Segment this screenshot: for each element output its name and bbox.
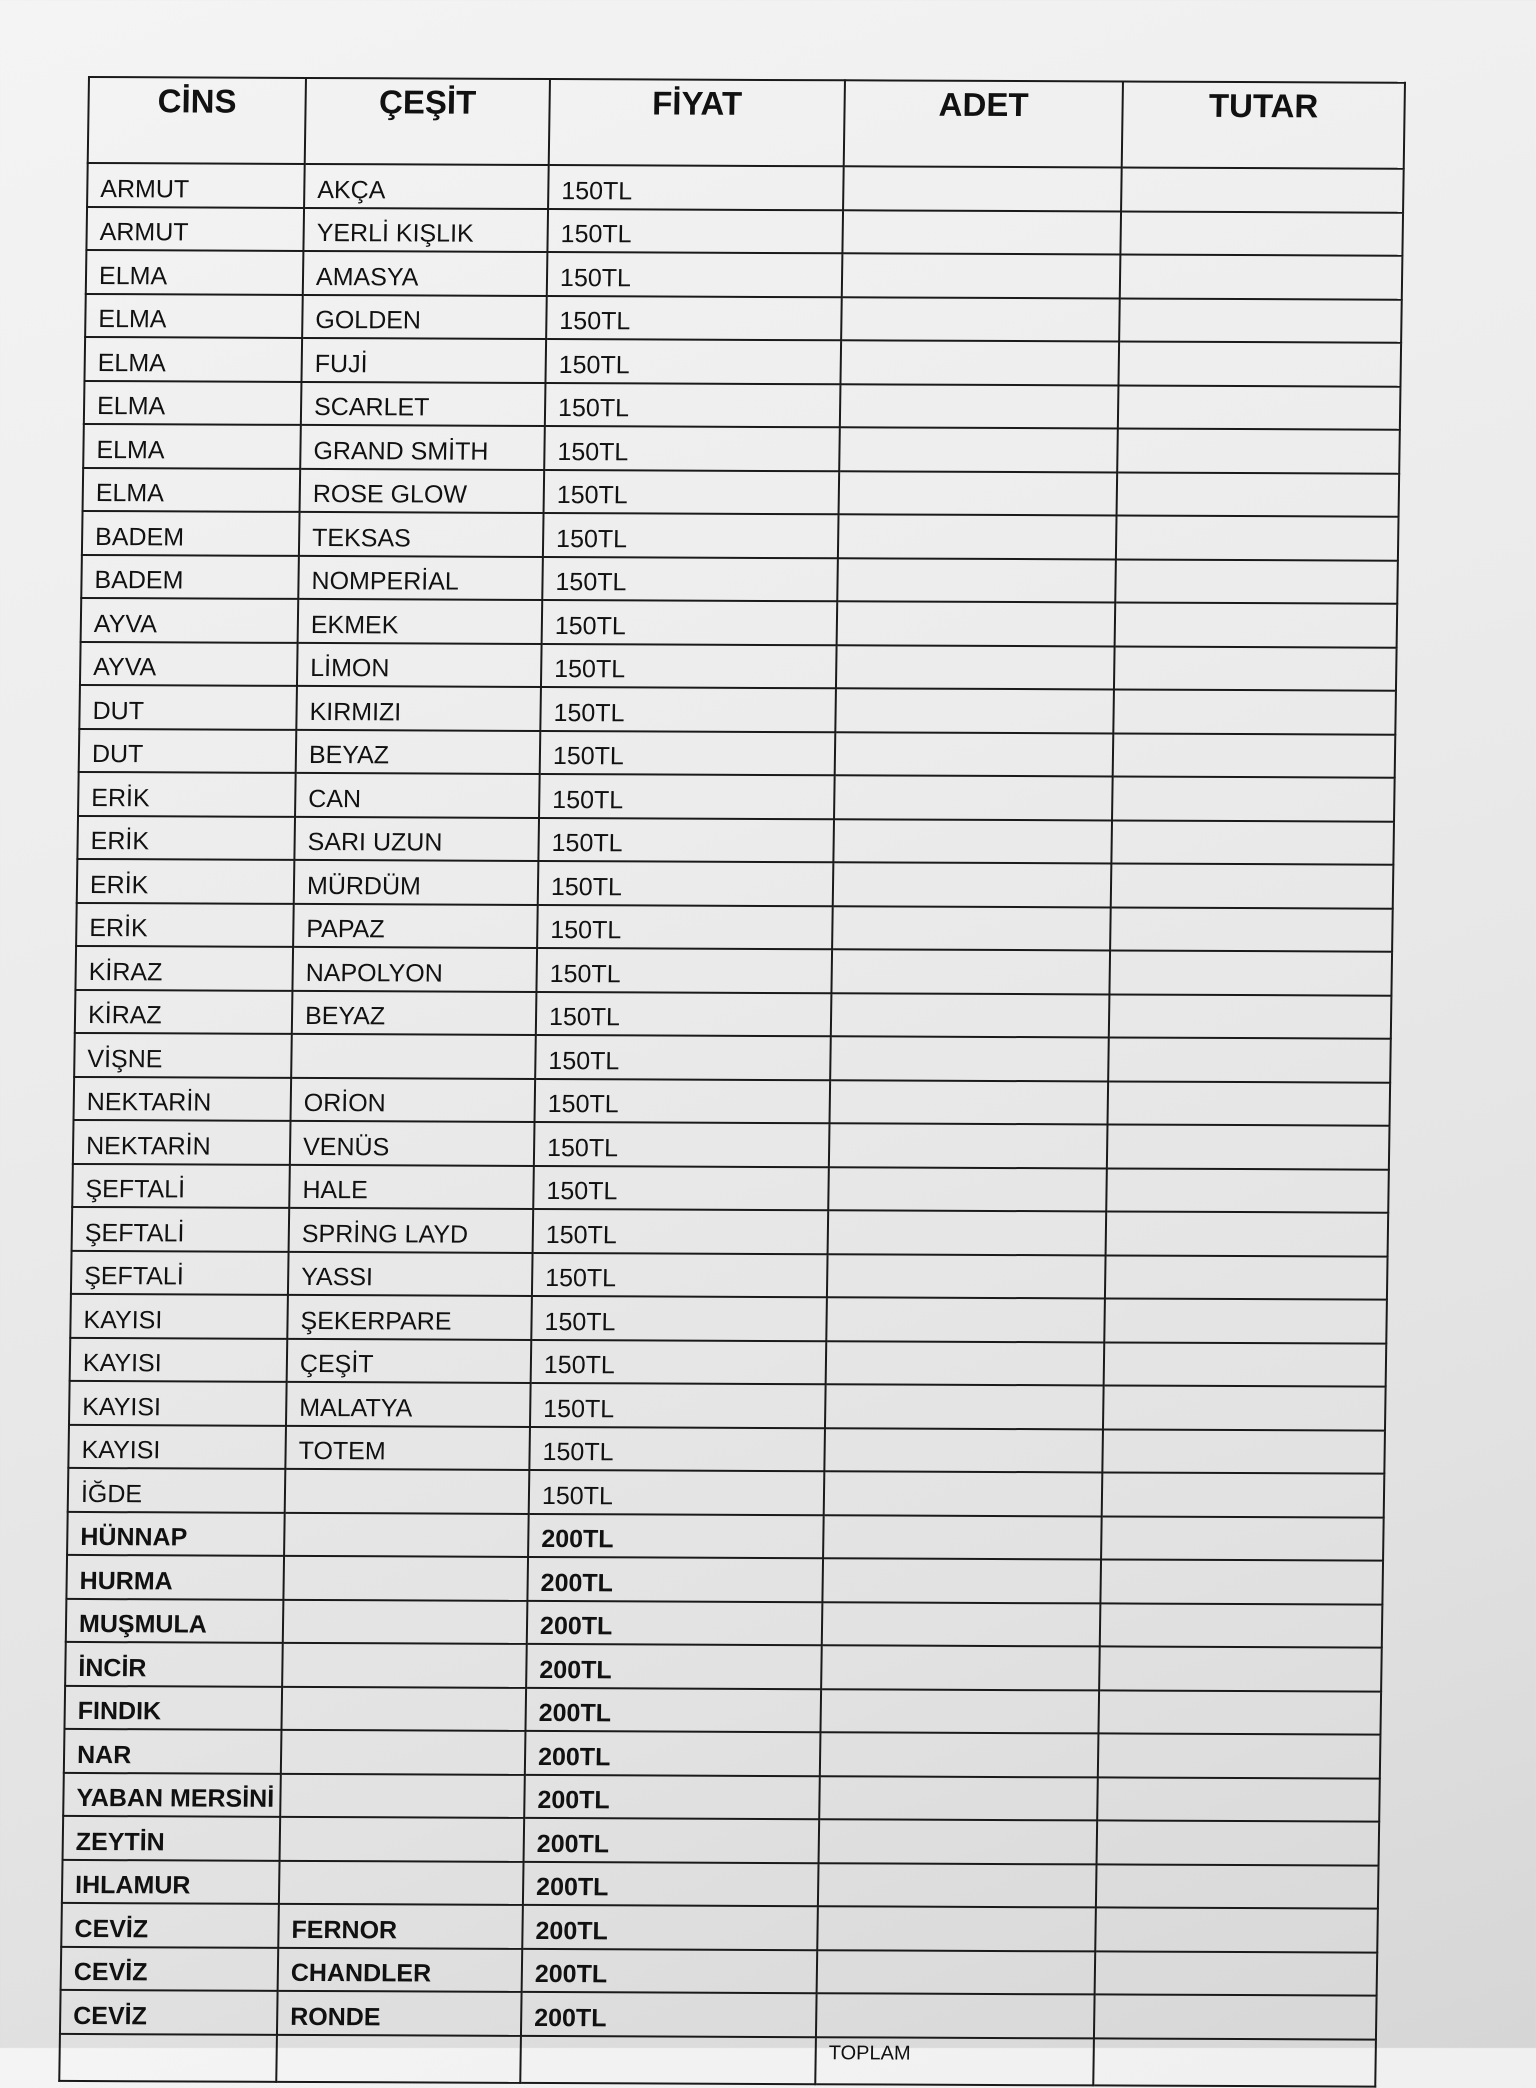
- cell-cesit: BEYAZ: [296, 729, 541, 774]
- cell-cesit: KIRMIZI: [296, 686, 541, 731]
- cell-adet: [842, 253, 1121, 298]
- table-row: [72, 1207, 1389, 1256]
- cell-cins: ELMA: [84, 380, 302, 424]
- cell-cesit: ORİON: [291, 1077, 536, 1122]
- cell-adet: [841, 297, 1120, 342]
- cell-tutar: [1106, 1211, 1389, 1256]
- cell-fiyat: 150TL: [529, 1470, 825, 1515]
- cell-fiyat: 150TL: [545, 382, 841, 427]
- header-adet: ADET: [844, 80, 1123, 167]
- cell-tutar: [1118, 342, 1401, 387]
- cell-cesit: ROSE GLOW: [300, 468, 545, 513]
- table-row: [63, 1772, 1380, 1821]
- cell-adet: [817, 1950, 1096, 1995]
- cell-fiyat: 200TL: [524, 1774, 820, 1819]
- cell-fiyat: 150TL: [544, 426, 840, 471]
- cell-cesit: TOTEM: [285, 1425, 530, 1470]
- cell-cins: KAYISI: [69, 1381, 287, 1425]
- cell-tutar: [1097, 1777, 1380, 1822]
- table-row: [65, 1642, 1382, 1691]
- cell-adet: [820, 1732, 1099, 1777]
- cell-cins: CEVİZ: [61, 1946, 279, 1990]
- cell-tutar: [1120, 255, 1403, 300]
- cell-adet: [830, 1080, 1109, 1125]
- table-row: [68, 1468, 1385, 1517]
- cell-cesit: [285, 1469, 530, 1514]
- table-row: [86, 250, 1403, 299]
- cell-cesit: SARI UZUN: [294, 816, 539, 861]
- cell-cins: ZEYTİN: [63, 1816, 281, 1860]
- cell-tutar: [1106, 1168, 1389, 1213]
- cell-tutar: [1102, 1472, 1385, 1517]
- table-row: [84, 337, 1401, 386]
- cell-cins: HÜNNAP: [67, 1511, 285, 1555]
- cell-fiyat: 150TL: [530, 1383, 826, 1428]
- cell-fiyat: 150TL: [540, 687, 836, 732]
- cell-cins: İĞDE: [68, 1468, 286, 1512]
- cell-cesit: [283, 1599, 528, 1644]
- cell-cins: AYVA: [81, 598, 299, 642]
- cell-tutar: [1095, 1907, 1378, 1952]
- table-row: [67, 1511, 1384, 1560]
- cell-cins: ARMUT: [86, 206, 304, 250]
- cell-tutar: [1108, 1037, 1391, 1082]
- cell-tutar: [1117, 428, 1400, 473]
- cell-adet: [819, 1819, 1098, 1864]
- cell-cesit: [281, 1730, 526, 1775]
- cell-cesit: [279, 1860, 524, 1905]
- table-row: [84, 380, 1401, 429]
- cell-adet: [820, 1689, 1099, 1734]
- cell-adet: [832, 906, 1111, 951]
- cell-cesit: GOLDEN: [302, 294, 547, 339]
- cell-adet: [817, 1906, 1096, 1951]
- cell-cesit: NOMPERİAL: [298, 555, 543, 600]
- cell-tutar: [1117, 472, 1400, 517]
- cell-adet: [840, 384, 1119, 429]
- cell-adet: [822, 1602, 1101, 1647]
- cell-cins: KİRAZ: [75, 946, 293, 990]
- cell-tutar: [1113, 733, 1396, 778]
- table-row: [74, 1033, 1391, 1082]
- table-row: [82, 511, 1399, 560]
- table-row: [63, 1816, 1380, 1865]
- table-row: [64, 1685, 1381, 1734]
- cell-cins: ERİK: [76, 902, 294, 946]
- cell-adet: [840, 340, 1119, 385]
- cell-cesit: TEKSAS: [299, 512, 544, 557]
- cell-tutar: [1119, 298, 1402, 343]
- cell-adet: [830, 1036, 1109, 1081]
- cell-fiyat: 150TL: [548, 165, 844, 210]
- cell-cesit: MALATYA: [286, 1382, 531, 1427]
- cell-adet: [831, 993, 1110, 1038]
- cell-tutar: [1099, 1646, 1382, 1691]
- cell-cins: ŞEFTALİ: [72, 1163, 290, 1207]
- price-list-sheet: [58, 76, 1406, 2088]
- table-row: [70, 1337, 1387, 1386]
- cell-cesit: FERNOR: [278, 1904, 523, 1949]
- price-table: [58, 76, 1406, 2088]
- table-row: [61, 1946, 1378, 1995]
- cell-fiyat: 150TL: [536, 948, 832, 993]
- cell-cins: NEKTARİN: [74, 1076, 292, 1120]
- cell-cesit: [291, 1034, 536, 1079]
- cell-cesit: YERLİ KIŞLIK: [303, 207, 548, 252]
- cell-tutar: [1103, 1385, 1386, 1430]
- table-row: [74, 1076, 1391, 1125]
- cell-fiyat: 150TL: [541, 643, 837, 688]
- cell-tutar: [1095, 1951, 1378, 1996]
- cell-adet: [837, 601, 1116, 646]
- cell-cins: HURMA: [66, 1555, 284, 1599]
- table-row: [60, 1990, 1377, 2039]
- cell-cins: İNCİR: [65, 1642, 283, 1686]
- cell-fiyat: 200TL: [527, 1600, 823, 1645]
- table-row: [69, 1381, 1386, 1430]
- header-cesit: ÇEŞİT: [305, 78, 550, 165]
- table-row: [73, 1120, 1390, 1169]
- cell-adet: [839, 471, 1118, 516]
- cell-cesit: AMASYA: [303, 251, 548, 296]
- cell-cesit: SCARLET: [301, 381, 546, 426]
- cell-cesit: SPRİNG LAYD: [289, 1208, 534, 1253]
- header-cins: CİNS: [88, 77, 306, 164]
- cell-fiyat: 150TL: [546, 296, 842, 341]
- cell-cesit: [280, 1773, 525, 1818]
- cell-adet: [822, 1558, 1101, 1603]
- cell-tutar: [1116, 515, 1399, 560]
- table-row: [76, 902, 1393, 951]
- table-row: [78, 772, 1395, 821]
- cell-cesit: [282, 1643, 527, 1688]
- cell-cesit: RONDE: [277, 1991, 522, 2036]
- cell-cins: ERİK: [77, 859, 295, 903]
- cell-adet: [836, 645, 1115, 690]
- cell-fiyat: 200TL: [527, 1557, 823, 1602]
- cell-adet: [827, 1254, 1106, 1299]
- cell-adet: [816, 1993, 1095, 2038]
- cell-cesit: LİMON: [297, 642, 542, 687]
- cell-cesit: CAN: [295, 773, 540, 818]
- cell-fiyat: 150TL: [533, 1209, 829, 1254]
- cell-fiyat: 200TL: [524, 1818, 820, 1863]
- cell-adet: [823, 1515, 1102, 1560]
- cell-tutar: [1108, 1081, 1391, 1126]
- table-row: [77, 815, 1394, 864]
- cell-tutar: [1094, 1994, 1377, 2039]
- cell-tutar: [1109, 950, 1392, 995]
- total-row: [59, 2033, 1376, 2086]
- cell-cesit: [281, 1686, 526, 1731]
- table-row: [71, 1250, 1388, 1299]
- cell-adet: [833, 862, 1112, 907]
- cell-cins: FINDIK: [64, 1685, 282, 1729]
- cell-cesit: [276, 2034, 521, 2083]
- table-row: [68, 1424, 1385, 1473]
- cell-tutar: [1111, 820, 1394, 865]
- cell-fiyat: 150TL: [534, 1122, 830, 1167]
- cell-tutar: [1104, 1298, 1387, 1343]
- cell-cins: ARMUT: [87, 163, 305, 207]
- cell-cesit: NAPOLYON: [292, 947, 537, 992]
- cell-cesit: CHANDLER: [278, 1947, 523, 1992]
- cell-cesit: YASSI: [288, 1251, 533, 1296]
- cell-cesit: [283, 1556, 528, 1601]
- cell-cins: ELMA: [86, 250, 304, 294]
- cell-cins: ŞEFTALİ: [71, 1250, 289, 1294]
- cell-cesit: FUJİ: [301, 338, 546, 383]
- cell-fiyat: 150TL: [538, 817, 834, 862]
- cell-cesit: VENÜS: [290, 1121, 535, 1166]
- header-fiyat: FİYAT: [549, 79, 845, 166]
- cell-cesit: ŞEKERPARE: [287, 1295, 532, 1340]
- cell-fiyat: 150TL: [531, 1296, 827, 1341]
- cell-adet: [842, 210, 1121, 255]
- cell-cins: BADEM: [82, 511, 300, 555]
- cell-tutar: [1093, 2038, 1376, 2087]
- cell-tutar: [1100, 1559, 1383, 1604]
- cell-adet: [826, 1341, 1105, 1386]
- cell-cins: [59, 2033, 277, 2081]
- table-row: [75, 989, 1392, 1038]
- table-row: [62, 1859, 1379, 1908]
- cell-adet: [837, 558, 1116, 603]
- cell-fiyat: 200TL: [526, 1644, 822, 1689]
- cell-cins: KİRAZ: [75, 989, 293, 1033]
- table-row: [81, 598, 1398, 647]
- cell-fiyat: 200TL: [522, 1905, 818, 1950]
- cell-cins: MUŞMULA: [66, 1598, 284, 1642]
- cell-cins: VİŞNE: [74, 1033, 292, 1077]
- table-row: [79, 685, 1396, 734]
- cell-cins: CEVİZ: [61, 1903, 279, 1947]
- cell-cesit: [284, 1512, 529, 1557]
- cell-adet: [828, 1167, 1107, 1212]
- header-tutar: TUTAR: [1122, 82, 1405, 169]
- cell-fiyat: 200TL: [528, 1513, 824, 1558]
- cell-fiyat: 150TL: [545, 339, 841, 384]
- table-row: [77, 859, 1394, 908]
- cell-adet: [835, 688, 1114, 733]
- cell-adet: [834, 775, 1113, 820]
- cell-adet: [833, 819, 1112, 864]
- table-row: [87, 163, 1404, 212]
- cell-fiyat: 150TL: [533, 1165, 829, 1210]
- cell-fiyat: 150TL: [547, 252, 843, 297]
- table-row: [86, 206, 1403, 255]
- cell-fiyat: 150TL: [544, 469, 840, 514]
- table-row: [85, 293, 1402, 342]
- cell-cesit: [280, 1817, 525, 1862]
- cell-adet: [824, 1471, 1103, 1516]
- cell-fiyat: 150TL: [531, 1339, 827, 1384]
- cell-cins: ELMA: [84, 337, 302, 381]
- cell-tutar: [1097, 1820, 1380, 1865]
- cell-cins: KAYISI: [70, 1337, 288, 1381]
- cell-cins: ERİK: [78, 772, 296, 816]
- cell-tutar: [1105, 1255, 1388, 1300]
- cell-adet: [825, 1384, 1104, 1429]
- cell-fiyat: 200TL: [522, 1948, 818, 1993]
- cell-cins: KAYISI: [70, 1294, 288, 1338]
- cell-adet: [839, 427, 1118, 472]
- cell-cins: NEKTARİN: [73, 1120, 291, 1164]
- table-row: [83, 467, 1400, 516]
- cell-cins: NAR: [64, 1729, 282, 1773]
- total-label: TOPLAM: [815, 2037, 1094, 2086]
- table-row: [80, 641, 1397, 690]
- cell-fiyat: 150TL: [542, 600, 838, 645]
- cell-cesit: MÜRDÜM: [294, 860, 539, 905]
- cell-fiyat: 150TL: [537, 904, 833, 949]
- cell-adet: [835, 732, 1114, 777]
- cell-tutar: [1115, 559, 1398, 604]
- cell-cins: BADEM: [81, 554, 299, 598]
- cell-cins: KAYISI: [68, 1424, 286, 1468]
- cell-adet: [821, 1645, 1100, 1690]
- cell-cesit: BEYAZ: [292, 990, 537, 1035]
- cell-fiyat: 150TL: [529, 1426, 825, 1471]
- cell-adet: [831, 949, 1110, 994]
- cell-fiyat: [520, 2035, 816, 2084]
- table-row: [61, 1903, 1378, 1952]
- cell-fiyat: 150TL: [540, 730, 836, 775]
- cell-cins: IHLAMUR: [62, 1859, 280, 1903]
- table-row: [83, 424, 1400, 473]
- table-row: [75, 946, 1392, 995]
- cell-tutar: [1120, 211, 1403, 256]
- cell-fiyat: 150TL: [532, 1252, 828, 1297]
- cell-tutar: [1114, 646, 1397, 691]
- cell-fiyat: 200TL: [521, 1992, 817, 2037]
- table-row: [64, 1729, 1381, 1778]
- cell-cins: ELMA: [83, 424, 301, 468]
- cell-cins: ELMA: [85, 293, 303, 337]
- cell-tutar: [1115, 602, 1398, 647]
- cell-tutar: [1110, 907, 1393, 952]
- cell-cesit: PAPAZ: [293, 903, 538, 948]
- table-row: [79, 728, 1396, 777]
- cell-tutar: [1113, 689, 1396, 734]
- cell-tutar: [1109, 994, 1392, 1039]
- cell-cins: ERİK: [77, 815, 295, 859]
- cell-adet: [826, 1297, 1105, 1342]
- cell-adet: [829, 1123, 1108, 1168]
- cell-cesit: HALE: [289, 1164, 534, 1209]
- cell-cesit: AKÇA: [304, 164, 549, 209]
- cell-fiyat: 200TL: [525, 1687, 821, 1732]
- cell-cesit: EKMEK: [298, 599, 543, 644]
- cell-fiyat: 150TL: [543, 513, 839, 558]
- cell-fiyat: 200TL: [525, 1731, 821, 1776]
- cell-adet: [838, 514, 1117, 559]
- cell-tutar: [1102, 1429, 1385, 1474]
- cell-tutar: [1121, 168, 1404, 213]
- cell-fiyat: 200TL: [523, 1861, 819, 1906]
- cell-cins: YABAN MERSİNİ: [63, 1772, 281, 1816]
- table-row: [66, 1555, 1383, 1604]
- cell-fiyat: 150TL: [542, 556, 838, 601]
- cell-adet: [824, 1428, 1103, 1473]
- cell-tutar: [1098, 1690, 1381, 1735]
- table-row: [81, 554, 1398, 603]
- table-row: [66, 1598, 1383, 1647]
- cell-adet: [819, 1776, 1098, 1821]
- cell-tutar: [1100, 1603, 1383, 1648]
- cell-cesit: GRAND SMİTH: [300, 425, 545, 470]
- cell-fiyat: 150TL: [538, 861, 834, 906]
- cell-tutar: [1118, 385, 1401, 430]
- cell-fiyat: 150TL: [535, 1035, 831, 1080]
- cell-tutar: [1111, 863, 1394, 908]
- cell-fiyat: 150TL: [547, 209, 843, 254]
- cell-tutar: [1104, 1342, 1387, 1387]
- table-row: [70, 1294, 1387, 1343]
- cell-fiyat: 150TL: [539, 774, 835, 819]
- cell-tutar: [1107, 1124, 1390, 1169]
- cell-tutar: [1101, 1516, 1384, 1561]
- header-row: [88, 77, 1405, 169]
- cell-fiyat: 150TL: [536, 991, 832, 1036]
- cell-cins: AYVA: [80, 641, 298, 685]
- cell-cesit: ÇEŞİT: [287, 1338, 532, 1383]
- cell-cins: ELMA: [83, 467, 301, 511]
- cell-cins: DUT: [79, 685, 297, 729]
- cell-fiyat: 150TL: [535, 1078, 831, 1123]
- cell-cins: CEVİZ: [60, 1990, 278, 2034]
- table-row: [72, 1163, 1389, 1212]
- cell-tutar: [1096, 1864, 1379, 1909]
- cell-adet: [843, 166, 1122, 211]
- cell-adet: [818, 1863, 1097, 1908]
- cell-tutar: [1098, 1733, 1381, 1778]
- cell-adet: [828, 1210, 1107, 1255]
- cell-cins: DUT: [79, 728, 297, 772]
- cell-tutar: [1112, 776, 1395, 821]
- cell-cins: ŞEFTALİ: [72, 1207, 290, 1251]
